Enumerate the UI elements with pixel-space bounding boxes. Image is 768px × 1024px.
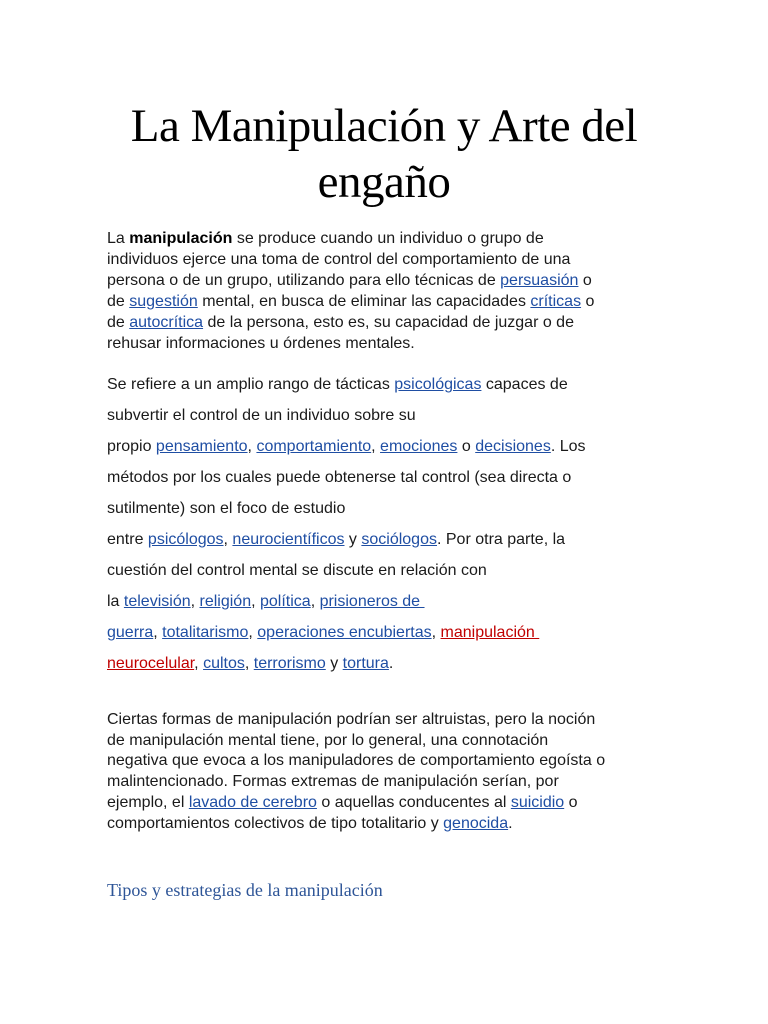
text-line: métodos por los cuales puede obtenerse tal control (sea directa o xyxy=(107,469,572,486)
text-line xyxy=(107,648,667,679)
text: La xyxy=(107,230,130,247)
text: ejemplo, el xyxy=(107,793,189,811)
text-line: individuos ejerce una toma de control del comportamiento de una xyxy=(107,251,571,268)
text: . xyxy=(388,655,394,672)
text-line: malintencionado. Formas extremas de manipulación serían, por xyxy=(107,773,559,791)
text: de xyxy=(107,314,130,331)
text: , xyxy=(153,624,163,641)
link-prisioneros-de-guerra-cont[interactable]: guerra xyxy=(107,624,154,641)
text: persona o de un grupo, utilizando para ello técnicas de xyxy=(107,272,501,289)
link-prisioneros-de-guerra[interactable]: prisioneros de xyxy=(319,593,425,610)
text: . Los xyxy=(550,438,586,455)
text: de xyxy=(107,293,130,310)
link-pensamiento[interactable]: pensamiento xyxy=(155,438,248,455)
link-autocritica[interactable]: autocrítica xyxy=(129,314,204,331)
link-totalitarismo[interactable]: totalitarismo xyxy=(162,624,249,641)
text: , xyxy=(244,655,254,672)
text-line xyxy=(107,431,667,462)
bold-term-manipulacion: manipulación xyxy=(129,230,233,247)
link-emociones[interactable]: emociones xyxy=(380,438,458,455)
text: comportamientos colectivos de tipo totalitario y xyxy=(107,814,444,832)
title-line-2: engaño xyxy=(317,156,451,208)
text-line xyxy=(107,312,667,333)
text-line: negativa que evoca a los manipuladores de comportamiento egoísta o xyxy=(107,752,606,770)
text: o xyxy=(457,438,476,455)
link-psicologicas[interactable]: psicológicas xyxy=(394,376,482,393)
link-neurocientificos[interactable]: neurocientíficos xyxy=(232,531,345,548)
text: o xyxy=(578,272,592,289)
link-lavado-de-cerebro[interactable]: lavado de cerebro xyxy=(188,793,317,811)
link-manipulacion-neurocelular[interactable]: manipulación xyxy=(440,624,540,641)
text: Se refiere a un amplio rango de tácticas xyxy=(107,376,395,393)
text-line xyxy=(107,793,667,814)
link-criticas[interactable]: críticas xyxy=(530,293,582,310)
text-line xyxy=(107,617,667,648)
page-title xyxy=(60,98,708,210)
text: , xyxy=(190,593,200,610)
section-heading: Tipos y estrategias de la manipulación xyxy=(107,880,383,900)
text-line: sutilmente) son el foco de estudio xyxy=(107,500,346,517)
text: entre xyxy=(107,531,148,548)
link-terrorismo[interactable]: terrorismo xyxy=(253,655,326,672)
text: se produce cuando un individuo o grupo de xyxy=(232,230,544,247)
link-psicologos[interactable]: psicólogos xyxy=(147,531,224,548)
link-comportamiento[interactable]: comportamiento xyxy=(256,438,372,455)
text: propio xyxy=(107,438,156,455)
link-genocida[interactable]: genocida xyxy=(443,814,509,832)
text-line xyxy=(107,270,667,291)
text: , xyxy=(251,593,260,610)
link-operaciones-encubiertas[interactable]: operaciones encubiertas xyxy=(257,624,432,641)
link-sugestion[interactable]: sugestión xyxy=(129,293,198,310)
text-line xyxy=(107,369,667,400)
text-line: cuestión del control mental se discute en relación con xyxy=(107,562,487,579)
text: , xyxy=(248,624,258,641)
text: o xyxy=(581,293,595,310)
paragraph-tactics xyxy=(107,369,667,679)
link-politica[interactable]: política xyxy=(259,593,311,610)
link-cultos[interactable]: cultos xyxy=(203,655,245,672)
text: o xyxy=(564,793,578,811)
text-line xyxy=(107,524,667,555)
text: , xyxy=(194,655,204,672)
link-sociologos[interactable]: sociólogos xyxy=(361,531,437,548)
text: , xyxy=(371,438,381,455)
paragraph-forms xyxy=(107,710,667,834)
paragraph-definition xyxy=(107,228,667,354)
text: la xyxy=(107,593,124,610)
link-television[interactable]: televisión xyxy=(123,593,191,610)
link-decisiones[interactable]: decisiones xyxy=(475,438,551,455)
text: . xyxy=(508,814,513,832)
link-persuasion[interactable]: persuasión xyxy=(500,272,579,289)
text: o aquellas conducentes al xyxy=(316,793,511,811)
text-line xyxy=(107,586,667,617)
text-line xyxy=(107,291,667,312)
text-line xyxy=(107,814,667,835)
text: , xyxy=(431,624,441,641)
title-line-1: La Manipulación y Arte del xyxy=(130,100,638,152)
text-line: Ciertas formas de manipulación podrían ser altruistas, pero la noción xyxy=(107,711,596,728)
text: y xyxy=(344,531,362,548)
text-line xyxy=(107,228,667,249)
link-religion[interactable]: religión xyxy=(199,593,252,610)
text-line: rehusar informaciones u órdenes mentales. xyxy=(107,335,415,352)
text: , xyxy=(247,438,257,455)
text: . Por otra parte, la xyxy=(436,531,566,548)
text: de la persona, esto es, su capacidad de juzgar o de xyxy=(203,314,574,331)
text: mental, en busca de eliminar las capacidades xyxy=(197,293,531,310)
text: , xyxy=(310,593,320,610)
text: capaces de xyxy=(481,376,568,393)
text: , xyxy=(223,531,233,548)
link-manipulacion-neurocelular-cont[interactable]: neurocelular xyxy=(107,655,195,672)
link-suicidio[interactable]: suicidio xyxy=(510,793,565,811)
text: y xyxy=(325,655,343,672)
text-line: de manipulación mental tiene, por lo general, una connotación xyxy=(107,731,549,749)
text-line: subvertir el control de un individuo sobre su xyxy=(107,407,416,424)
link-tortura[interactable]: tortura xyxy=(342,655,389,672)
